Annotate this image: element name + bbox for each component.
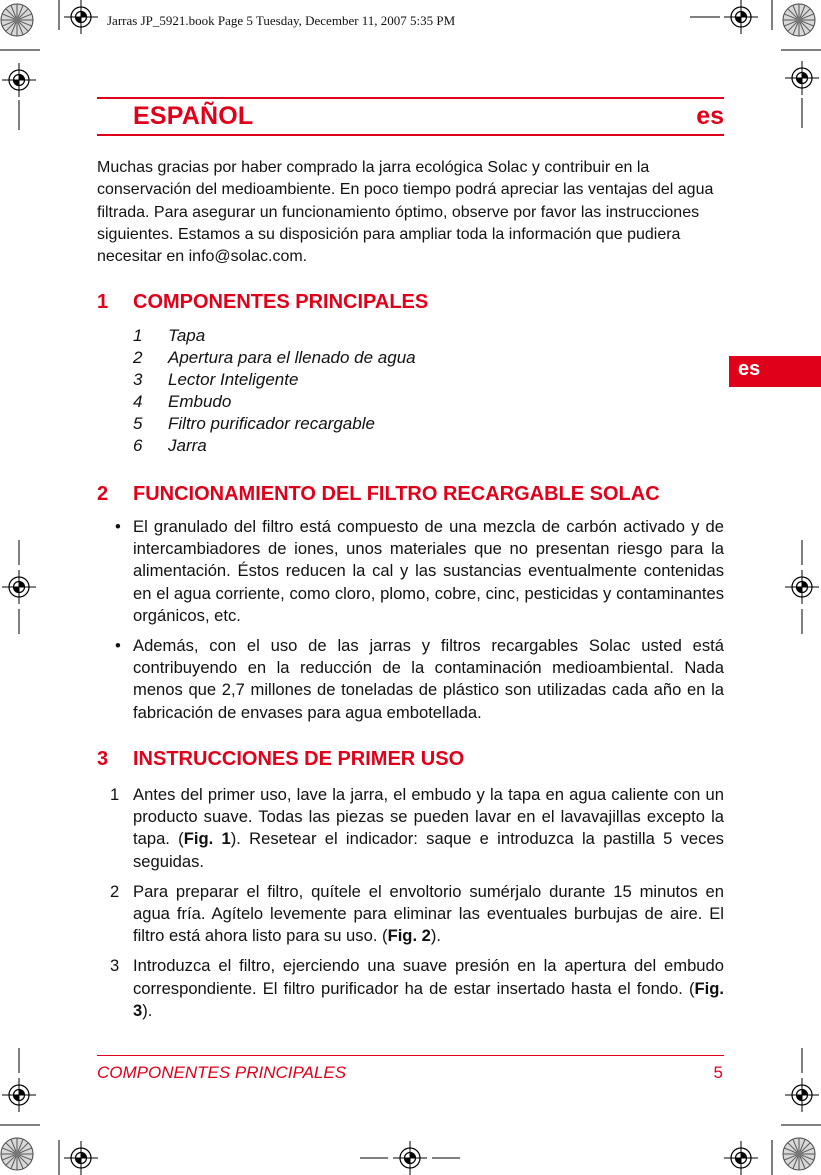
item-number: 5 [133, 414, 143, 433]
page-title: ESPAÑOL [133, 102, 254, 130]
header-rule-bottom [97, 134, 724, 136]
item-text: Introduzca el filtro, ejerciendo una suave presión en la apertura del embudo correspondiente. El filtro purificador ha de estar insertado hasta el fondo. (Fig. 3). [133, 956, 724, 1020]
numbered-list [97, 784, 724, 1030]
item-number: 1 [133, 326, 143, 345]
language-tab: es [729, 356, 821, 387]
components-list [133, 325, 416, 457]
list-item [97, 516, 724, 627]
item-number: 2 [133, 348, 143, 367]
list-item [133, 391, 416, 413]
header-rule-top [97, 97, 724, 99]
list-item [133, 435, 416, 457]
item-text: Apertura para el llenado de agua [168, 348, 416, 367]
item-number: 3 [110, 956, 120, 976]
section-heading [97, 748, 464, 771]
list-item [133, 325, 416, 347]
list-item [97, 955, 724, 1022]
item-number: 3 [133, 370, 143, 389]
bullet-list [97, 516, 724, 732]
figure-ref: Fig. 2 [387, 926, 431, 946]
list-item [133, 413, 416, 435]
section-title: INSTRUCCIONES DE PRIMER USO [133, 748, 465, 770]
intro-paragraph [97, 157, 722, 268]
page-number: 5 [713, 1063, 723, 1082]
item-text: Antes del primer uso, lave la jarra, el embudo y la tapa en agua caliente con un producto suave. Todas las piezas se pueden lavar en el lavavajillas excepto la tapa. (Fig. 1). Resetear el indicador: saque e introduzca la pastilla 5 veces seguidas. [133, 785, 724, 871]
item-text: Embudo [168, 392, 232, 411]
item-text: Además, con el uso de las jarras y filtros recargables Solac usted está contribuyendo en la reducción de la contaminación medioambiental. Nada menos que 2,7 millones de toneladas de plástico son utilizadas cada año en la fabricación de envases para agua embotellada. [133, 636, 724, 722]
list-item [97, 635, 724, 724]
header-language: es [696, 102, 724, 130]
section-title: COMPONENTES PRINCIPALES [133, 291, 429, 313]
section-heading [97, 291, 428, 314]
section-number: 1 [97, 291, 109, 313]
item-text: Tapa [168, 326, 206, 345]
item-number: 4 [133, 392, 143, 411]
figure-ref: Fig. 1 [183, 829, 231, 849]
list-item [133, 347, 416, 369]
item-text: Para preparar el filtro, quítele el envoltorio sumérjalo durante 15 minutos en agua fría. Agítelo levemente para eliminar las eventuales burbujas de aire. El filtro está ahora listo para su uso. (Fig. 2). [133, 881, 724, 946]
footer-section-name: COMPONENTES PRINCIPALES [97, 1063, 347, 1082]
item-text: Filtro purificador recargable [168, 414, 375, 433]
footer-rule [97, 1055, 724, 1056]
figure-ref: Fig. 3 [133, 978, 724, 1020]
section-number: 3 [97, 748, 109, 770]
section-heading [97, 483, 660, 506]
item-number: 6 [133, 436, 143, 455]
list-item [133, 369, 416, 391]
bullet-marker: • [115, 636, 121, 656]
item-number: 2 [110, 881, 120, 901]
item-text: Lector Inteligente [168, 370, 299, 389]
list-item [97, 784, 724, 873]
section-number: 2 [97, 483, 109, 505]
item-number: 1 [110, 785, 120, 804]
bullet-marker: • [115, 517, 121, 536]
print-slug: Jarras JP_5921.book Page 5 Tuesday, December 11, 2007 5:35 PM [107, 13, 456, 28]
intro-text: Muchas gracias por haber comprado la jarra ecológica Solac y contribuir en la conservación del medioambiente. En poco tiempo podrá apreciar las ventajas del agua filtrada. Para asegurar un funcionamiento óptimo, observe por favor las instrucciones siguientes. Estamos a su disposición para ampliar toda la información que pudiera necesitar en info@solac.com. [97, 159, 714, 266]
item-text: El granulado del filtro está compuesto de una mezcla de carbón activado y de intercambiadores de iones, unos materiales que no presentan riesgo para la alimentación. Éstos reducen la cal y las sustancias eventualmente contenidas en el agua corriente, como cloro, plomo, cobre, cinc, pesticidas y contaminantes orgánicos, etc. [133, 517, 724, 625]
item-text: Jarra [168, 436, 207, 455]
list-item [97, 881, 724, 948]
section-title: FUNCIONAMIENTO DEL FILTRO RECARGABLE SOLAC [133, 483, 660, 505]
